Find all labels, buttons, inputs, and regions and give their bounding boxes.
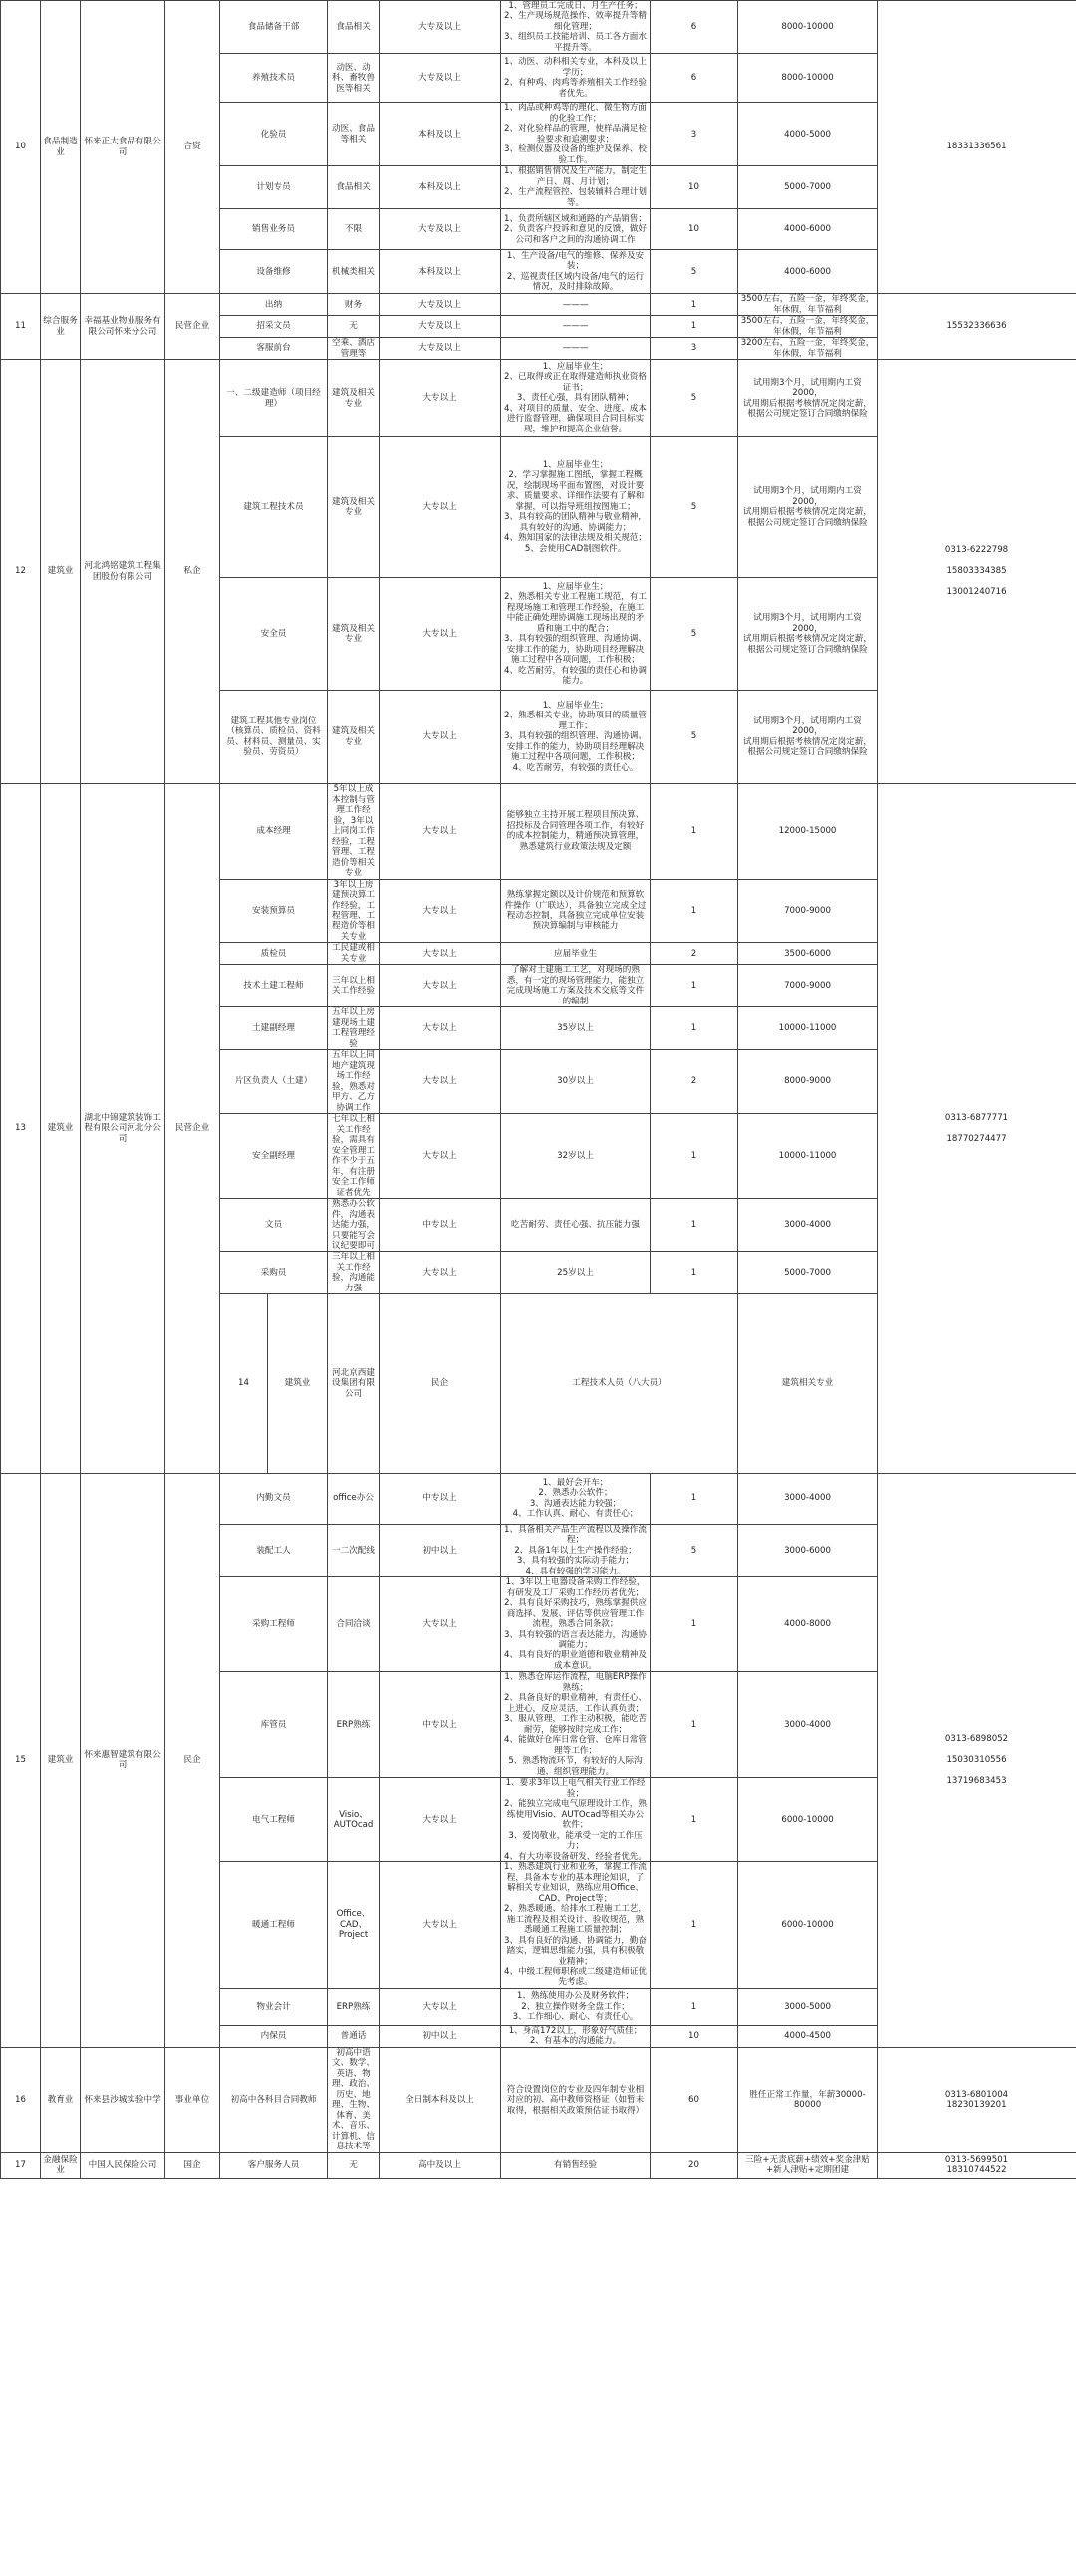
requirements-cell: 30岁以上 bbox=[501, 1050, 651, 1114]
major-cell: 3年以上房建预决算工作经验，工程管理、工程造价等相关专业 bbox=[328, 879, 380, 943]
headcount-cell: 2 bbox=[651, 943, 738, 965]
headcount-cell: 5 bbox=[651, 360, 738, 437]
serial-number-cell: 11 bbox=[1, 294, 41, 360]
salary-cell: 8000-10000 bbox=[738, 54, 878, 103]
headcount-cell: 10 bbox=[651, 2025, 738, 2047]
salary-cell: 3500左右，五险一金，年终奖金，年休假，年节福利 bbox=[738, 316, 878, 338]
company-name-cell: 怀来惠智建筑有限公司 bbox=[81, 1473, 165, 2047]
salary-cell: 10000-11000 bbox=[738, 1114, 878, 1199]
requirements-cell: 1、具备相关产品生产流程以及操作流程； 2、具备1年以上生产操作经验； 3、具有较强的实际动手能力； 4、具有较强的学习能力。 bbox=[501, 1524, 651, 1576]
headcount-cell: 3 bbox=[651, 103, 738, 166]
position-cell: 采购工程师 bbox=[220, 1577, 328, 1672]
requirements-cell: 能够独立主持开展工程项目预决算、招投标及合同管理各项工作，有较好的成本控制能力，精通预决算管理，熟悉建筑行业政策法规及定额 bbox=[501, 784, 651, 879]
salary-cell: 7000-9000 bbox=[738, 965, 878, 1007]
major-cell: 熟悉办公软件，沟通表达能力强，只要能写会议纪要即可 bbox=[328, 1199, 380, 1252]
industry-cell: 建筑业 bbox=[41, 784, 81, 1473]
requirements-cell: 25岁以上 bbox=[501, 1252, 651, 1294]
education-cell: 初中以上 bbox=[380, 2025, 501, 2047]
headcount-cell: 1 bbox=[651, 1252, 738, 1294]
requirements-cell: ——— bbox=[501, 316, 651, 338]
education-cell: 大专及以上 bbox=[380, 209, 501, 250]
major-cell: 无 bbox=[328, 316, 380, 338]
major-cell: Visio、AUTOcad bbox=[328, 1778, 380, 1862]
headcount-cell: 1 bbox=[651, 1672, 738, 1778]
salary-cell: 8000-9000 bbox=[738, 1050, 878, 1114]
education-cell: 中专以上 bbox=[380, 1473, 501, 1524]
position-cell: 内保员 bbox=[220, 2025, 328, 2047]
major-cell: 工民建或相关专业 bbox=[328, 943, 380, 965]
education-cell: 大专及以上 bbox=[380, 1, 501, 54]
headcount-cell: 5 bbox=[651, 1524, 738, 1576]
major-cell: 财务 bbox=[328, 294, 380, 316]
education-cell: 大专以上 bbox=[380, 691, 501, 784]
major-cell: 建筑及相关专业 bbox=[328, 578, 380, 691]
salary-cell: 5000-7000 bbox=[738, 166, 878, 209]
table-row bbox=[1, 784, 1076, 879]
table-row bbox=[1, 2152, 1076, 2178]
requirements-cell: 32岁以上 bbox=[501, 1114, 651, 1199]
salary-cell: 3000-4000 bbox=[738, 1473, 878, 1524]
major-cell: 动医、动科、畜牧兽医等相关 bbox=[328, 54, 380, 103]
major-cell: 五年以上同地产建筑现场工作经验，熟悉对甲方、乙方协调工作 bbox=[328, 1050, 380, 1114]
headcount-cell: 20 bbox=[651, 2152, 738, 2178]
requirements-cell: 1、动医、动科相关专业，本科及以上学历； 2、有种鸡、肉鸡等养殖相关工作经验者优先。 bbox=[501, 54, 651, 103]
contact-phone-cell: 0313-6898052 15030310556 13719683453 bbox=[878, 1473, 1076, 2047]
requirements-cell: 1、熟悉仓库运作流程，电脑ERP操作熟练； 2、具备良好的职业精神，有责任心、上进心，反应灵活，工作认真负责； 3、服从管理，工作主动积极，能吃苦耐劳，能够按时完成工作； 4、能做好仓库日常仓管、仓库日常管理等工作； 5、熟悉物流环节，有较好的人际沟通、组织管理能力。 bbox=[501, 1672, 651, 1778]
education-cell: 大专以上 bbox=[380, 1778, 501, 1862]
salary-cell: 6000-10000 bbox=[738, 1778, 878, 1862]
requirements-cell: 1、应届毕业生； 2、已取得或正在取得建造师执业资格证书； 3、责任心强，具有团队精神； 4、对项目的质量、安全、进度、成本进行监督管理，确保项目合同目标实现，维护和提高企业信誉。 bbox=[501, 360, 651, 437]
requirements-cell: 1、熟练使用办公及财务软件； 2、独立操作财务全盘工作； 3、工作细心、耐心、有责任心。 bbox=[501, 1988, 651, 2025]
salary-cell: 4000-6000 bbox=[738, 209, 878, 250]
requirements-cell: 有销售经验 bbox=[501, 2152, 651, 2178]
requirements-cell: 35岁以上 bbox=[501, 1007, 651, 1050]
education-cell: 本科及以上 bbox=[380, 103, 501, 166]
salary-cell: 4000-5000 bbox=[738, 103, 878, 166]
requirements-cell: 吃苦耐劳、责任心强、抗压能力强 bbox=[501, 1199, 651, 1252]
position-cell: 食品储备干部 bbox=[220, 1, 328, 54]
major-cell: 五年以上房建现场土建工程管理经验 bbox=[328, 1007, 380, 1050]
education-cell: 大专以上 bbox=[380, 943, 501, 965]
education-cell: 全日制本科及以上 bbox=[380, 2047, 501, 2152]
requirements-cell: 熟练掌握定额以及计价规范和预算软件操作（广联达），具备独立完成全过程动态控制，具备独立完成单位安装预决算编制与审核能力 bbox=[501, 879, 651, 943]
company-nature-cell: 私企 bbox=[165, 360, 220, 784]
major-cell: ERP熟练 bbox=[328, 1672, 380, 1778]
position-cell: 出纳 bbox=[220, 294, 328, 316]
major-cell: 食品相关 bbox=[328, 1, 380, 54]
position-cell: 安全员 bbox=[220, 578, 328, 691]
education-cell: 大专以上 bbox=[380, 1988, 501, 2025]
requirements-cell: ——— bbox=[501, 338, 651, 360]
serial-number-cell: 15 bbox=[1, 1473, 41, 2047]
salary-cell: 3500左右，五险一金，年终奖金，年休假，年节福利 bbox=[738, 294, 878, 316]
salary-cell: 胜任正常工作量，年薪30000-80000 bbox=[738, 2047, 878, 2152]
education-cell: 大专及以上 bbox=[380, 338, 501, 360]
industry-cell: 食品制造业 bbox=[41, 1, 81, 294]
position-cell: 物业会计 bbox=[220, 1988, 328, 2025]
salary-cell: 3200左右，五险一金，年终奖金，年休假，年节福利 bbox=[738, 338, 878, 360]
salary-cell: 4000-8000 bbox=[738, 1577, 878, 1672]
headcount-cell: 6 bbox=[651, 54, 738, 103]
position-cell: 养殖技术员 bbox=[220, 54, 328, 103]
salary-cell: 3000-4000 bbox=[738, 1199, 878, 1252]
education-cell: 中专以上 bbox=[380, 1199, 501, 1252]
salary-cell: 5000-7000 bbox=[738, 1252, 878, 1294]
major-cell: 一二次配线 bbox=[328, 1524, 380, 1576]
salary-cell: 10000-11000 bbox=[738, 1007, 878, 1050]
major-cell: 建筑及相关专业 bbox=[328, 437, 380, 578]
contact-phone-cell: 18331336561 bbox=[878, 1, 1076, 294]
position-cell: 初高中各科目合同教师 bbox=[220, 2047, 328, 2152]
position-cell: 库管员 bbox=[220, 1672, 328, 1778]
requirements-cell: 1、最好会开车； 2、熟悉办公软件； 3、沟通表达能力较强； 4、工作认真、耐心、有责任心； bbox=[501, 1473, 651, 1524]
salary-cell: 8000-10000 bbox=[738, 1, 878, 54]
salary-cell: 3000-6000 bbox=[738, 1524, 878, 1576]
position-cell: 安装预算员 bbox=[220, 879, 328, 943]
major-cell: 合同洽谈 bbox=[328, 1577, 380, 1672]
requirements-cell: 1、应届毕业生； 2、学习掌握施工图纸，掌握工程概况，绘制现场平面布置图，对设计要求、质量要求、详细作法要有了解和掌握，可以指导班组按图施工； 3、具有较高的团队精神与敬业精神，具有较好的沟通、协调能力； 4、熟知国家的法律法规及相关规范； 5、会使用CAD制图软件。 bbox=[501, 437, 651, 578]
education-cell: 大专及以上 bbox=[380, 54, 501, 103]
headcount-cell: 1 bbox=[651, 1778, 738, 1862]
company-nature-cell: 合资 bbox=[165, 1, 220, 294]
company-name-cell: 幸福基业物业服务有限公司怀来分公司 bbox=[81, 294, 165, 360]
major-cell: 七年以上相关工作经验，需具有安全管理工作不少于五年，有注册安全工作师证者优先 bbox=[328, 1114, 380, 1199]
education-cell: 中专以上 bbox=[380, 1672, 501, 1778]
education-cell: 大专以上 bbox=[380, 1577, 501, 1672]
major-cell: 建筑及相关专业 bbox=[328, 691, 380, 784]
company-nature-cell: 国企 bbox=[165, 2152, 220, 2178]
position-cell: 采购员 bbox=[220, 1252, 328, 1294]
position-cell: 设备维修 bbox=[220, 250, 328, 294]
headcount-cell: 5 bbox=[651, 578, 738, 691]
education-cell: 高中及以上 bbox=[380, 2152, 501, 2178]
requirements-cell: 了解对土建施工工艺，对现场的熟悉，有一定的现场管理能力，能独立完成现场施工方案及技术交底等文件的编制 bbox=[501, 965, 651, 1007]
education-cell: 大专及以上 bbox=[380, 316, 501, 338]
headcount-cell: 60 bbox=[651, 2047, 738, 2152]
salary-cell: 3500-6000 bbox=[738, 943, 878, 965]
education-cell: 大专以上 bbox=[380, 879, 501, 943]
major-cell: 5年以上成本控制与管理工作经验，3年以上同岗工作经验，工程管理、工程造价等相关专业 bbox=[328, 784, 380, 879]
headcount-cell: 6 bbox=[651, 1, 738, 54]
headcount-cell: 10 bbox=[651, 209, 738, 250]
position-cell: 电气工程师 bbox=[220, 1778, 328, 1862]
major-cell: 三年以上相关工作经验 bbox=[328, 965, 380, 1007]
education-cell: 大专以上 bbox=[380, 360, 501, 437]
company-name-cell: 河北京西建设集团有限公司 bbox=[328, 1294, 380, 1473]
serial-number-cell: 14 bbox=[220, 1294, 268, 1473]
headcount-cell: 1 bbox=[651, 784, 738, 879]
company-name-cell: 湖北中锦建筑装饰工程有限公司河北分公司 bbox=[81, 784, 165, 1473]
table-row bbox=[1, 294, 1076, 316]
salary-cell: 试用期3个月，试用期内工资2000， 试用期后根据考核情况定岗定薪，根据公司规定签订合同缴纳保险 bbox=[738, 691, 878, 784]
major-cell: Office、CAD、Project bbox=[328, 1862, 380, 1989]
salary-cell: 三险+无责底薪+绩效+奖金津贴+新人津贴+定期团建 bbox=[738, 2152, 878, 2178]
serial-number-cell: 13 bbox=[1, 784, 41, 1473]
requirements-cell: 应届毕业生 bbox=[501, 943, 651, 965]
headcount-cell: 1 bbox=[651, 1862, 738, 1989]
company-nature-cell: 民营企业 bbox=[165, 784, 220, 1473]
company-nature-cell: 民企 bbox=[380, 1294, 501, 1473]
position-cell: 化验员 bbox=[220, 103, 328, 166]
headcount-cell: 10 bbox=[651, 166, 738, 209]
position-cell: 建筑工程技术员 bbox=[220, 437, 328, 578]
requirements-cell: 1、生产设备/电气的维修、保养及安装； 2、巡视责任区域内设备/电气的运行情况，及时排除故障。 bbox=[501, 250, 651, 294]
position-cell: 成本经理 bbox=[220, 784, 328, 879]
position-cell: 质检员 bbox=[220, 943, 328, 965]
headcount-cell: 1 bbox=[651, 1988, 738, 2025]
headcount-cell: 5 bbox=[651, 691, 738, 784]
headcount-cell: 5 bbox=[651, 250, 738, 294]
requirements-cell: 1、根据销售情况及生产能力，制定生产日、周、月计划； 2、生产流程管控、包装辅料合理计划等。 bbox=[501, 166, 651, 209]
salary-cell: 3000-5000 bbox=[738, 1988, 878, 2025]
company-nature-cell: 民企 bbox=[165, 1473, 220, 2047]
position-cell: 文员 bbox=[220, 1199, 328, 1252]
industry-cell: 建筑业 bbox=[41, 1473, 81, 2047]
headcount-cell: 1 bbox=[651, 879, 738, 943]
industry-cell: 建筑业 bbox=[268, 1294, 328, 1473]
requirements-cell: 1、负责所辖区域和通路的产品销售； 2、负责客户投诉和意见的反馈，做好公司和客户之间的沟通协调工作 bbox=[501, 209, 651, 250]
education-cell: 大专以上 bbox=[380, 965, 501, 1007]
headcount-cell: 1 bbox=[651, 965, 738, 1007]
position-cell: 客户服务人员 bbox=[220, 2152, 328, 2178]
salary-cell: 试用期3个月，试用期内工资2000， 试用期后根据考核情况定岗定薪，根据公司规定签订合同缴纳保险 bbox=[738, 360, 878, 437]
requirements-cell: 1、应届毕业生； 2、熟悉相关专业，协助项目的质量管理工作； 3、具有较强的组织管理、沟通协调、安排工作的能力，协助项目经理解决施工过程中各项问题，工作积极； 4、吃苦耐劳，有较强的责任心。 bbox=[501, 691, 651, 784]
position-cell: 暖通工程师 bbox=[220, 1862, 328, 1989]
education-cell: 大专以上 bbox=[380, 1050, 501, 1114]
education-cell: 大专以上 bbox=[380, 1007, 501, 1050]
serial-number-cell: 16 bbox=[1, 2047, 41, 2152]
major-cell: 建筑相关专业 bbox=[738, 1294, 878, 1473]
table-row bbox=[1, 1473, 1076, 1524]
education-cell: 大专以上 bbox=[380, 437, 501, 578]
position-cell: 客服前台 bbox=[220, 338, 328, 360]
education-cell: 大专以上 bbox=[380, 1862, 501, 1989]
contact-phone-cell: 0313-6801004 18230139201 bbox=[878, 2047, 1076, 2152]
position-cell: 片区负责人（土建） bbox=[220, 1050, 328, 1114]
headcount-cell: 1 bbox=[651, 1114, 738, 1199]
salary-cell: 7000-9000 bbox=[738, 879, 878, 943]
education-cell: 本科及以上 bbox=[380, 250, 501, 294]
salary-cell: 试用期3个月，试用期内工资2000， 试用期后根据考核情况定岗定薪，根据公司规定签订合同缴纳保险 bbox=[738, 578, 878, 691]
company-name-cell: 怀来正大食品有限公司 bbox=[81, 1, 165, 294]
position-cell: 装配工人 bbox=[220, 1524, 328, 1576]
headcount-cell: 1 bbox=[651, 1007, 738, 1050]
major-cell: 机械类相关 bbox=[328, 250, 380, 294]
contact-phone-cell: 15532336636 bbox=[878, 294, 1076, 360]
major-cell: 空乘、酒店管理等 bbox=[328, 338, 380, 360]
industry-cell: 教育业 bbox=[41, 2047, 81, 2152]
major-cell: 建筑及相关专业 bbox=[328, 360, 380, 437]
salary-cell: 12000-15000 bbox=[738, 784, 878, 879]
major-cell: 普通话 bbox=[328, 2025, 380, 2047]
industry-cell: 金融保险业 bbox=[41, 2152, 81, 2178]
contact-phone-cell: 0313-6222798 15803334385 13001240716 bbox=[878, 360, 1076, 784]
major-cell: office办公 bbox=[328, 1473, 380, 1524]
position-cell: 招采文员 bbox=[220, 316, 328, 338]
requirements-cell: 1、熟悉建筑行业和业务，掌握工作流程，具备本专业的基本理论知识，了解相关专业知识，熟练应用Office、CAD、Project等； 2、熟悉暖通、给排水工程施工工艺，施工流程及相关设计、验收规范，熟悉暖通工程施工质量控制； 3、具有良好的沟通、协调能力，勤奋踏实，逻辑思维能力强，具有积极敬业精神； 4、中级工程师职称或二级建造师证优先考虑。 bbox=[501, 1862, 651, 1989]
headcount-cell: 5 bbox=[651, 437, 738, 578]
major-cell: 无 bbox=[328, 2152, 380, 2178]
company-name-cell: 河北鸿铭建筑工程集团股份有限公司 bbox=[81, 360, 165, 784]
requirements-cell: 1、应届毕业生； 2、熟悉相关专业工程施工规范，有工程现场施工和管理工作经验，在施工中能正确处理协调施工现场出现的矛盾和施工中的配合； 3、具有较强的组织管理、沟通协调、安排工作的能力，协助项目经理解决施工过程中各项问题，工作积极； 4、吃苦耐劳，有较强的责任心和协调能力。 bbox=[501, 578, 651, 691]
headcount-cell: 3 bbox=[651, 338, 738, 360]
table-row bbox=[1, 1, 1076, 54]
salary-cell: 4000-6000 bbox=[738, 250, 878, 294]
requirements-cell: 1、肉品或种鸡等的理化、微生物方面的化验工作； 2、对化验样品的管理，使样品满足检验要求和追溯要求； 3、检测仪器及设备的维护及保养、校验工作。 bbox=[501, 103, 651, 166]
company-nature-cell: 事业单位 bbox=[165, 2047, 220, 2152]
headcount-cell: 2 bbox=[651, 1050, 738, 1114]
major-cell: 不限 bbox=[328, 209, 380, 250]
education-cell: 大专及以上 bbox=[380, 294, 501, 316]
contact-phone-cell: 0313-6877771 18770274477 bbox=[878, 784, 1076, 1473]
position-cell: 安全副经理 bbox=[220, 1114, 328, 1199]
education-cell: 初中以上 bbox=[380, 1524, 501, 1576]
education-cell: 大专以上 bbox=[380, 578, 501, 691]
position-cell: 一、二级建造师（项目经理） bbox=[220, 360, 328, 437]
position-cell: 内勤文员 bbox=[220, 1473, 328, 1524]
industry-cell: 建筑业 bbox=[41, 360, 81, 784]
major-cell: 三年以上相关工作经验，沟通能力强 bbox=[328, 1252, 380, 1294]
salary-cell: 3000-4000 bbox=[738, 1672, 878, 1778]
salary-cell: 4000-4500 bbox=[738, 2025, 878, 2047]
education-cell: 大专以上 bbox=[380, 1252, 501, 1294]
major-cell: ERP熟练 bbox=[328, 1988, 380, 2025]
position-cell: 技术土建工程师 bbox=[220, 965, 328, 1007]
industry-cell: 综合服务业 bbox=[41, 294, 81, 360]
major-cell: 食品相关 bbox=[328, 166, 380, 209]
position-cell: 土建副经理 bbox=[220, 1007, 328, 1050]
company-name-cell: 中国人民保险公司 bbox=[81, 2152, 165, 2178]
position-cell: 工程技术人员（八大员） bbox=[501, 1294, 738, 1473]
contact-phone-cell: 0313-5699501 18310744522 bbox=[878, 2152, 1076, 2178]
company-name-cell: 怀来县沙城实验中学 bbox=[81, 2047, 165, 2152]
education-cell: 大专以上 bbox=[380, 784, 501, 879]
salary-cell: 试用期3个月，试用期内工资2000， 试用期后根据考核情况定岗定薪，根据公司规定签订合同缴纳保险 bbox=[738, 437, 878, 578]
salary-cell: 6000-10000 bbox=[738, 1862, 878, 1989]
company-nature-cell: 民营企业 bbox=[165, 294, 220, 360]
position-cell: 销售业务员 bbox=[220, 209, 328, 250]
table-row bbox=[1, 360, 1076, 437]
headcount-cell: 1 bbox=[651, 316, 738, 338]
requirements-cell: 1、身高172以上，形象好气质佳； 2、有基本的沟通能力。 bbox=[501, 2025, 651, 2047]
requirements-cell: 符合设置岗位的专业及四年制专业相对应的初、高中教师资格证（如暂未取得，根据相关政策预估证书取得） bbox=[501, 2047, 651, 2152]
position-cell: 计划专员 bbox=[220, 166, 328, 209]
headcount-cell: 1 bbox=[651, 1473, 738, 1524]
requirements-cell: 1、管理员工完成日、月生产任务； 2、生产现场规范操作、效率提升等精细化管理； 3、组织员工技能培训、员工各方面水平提升等。 bbox=[501, 1, 651, 54]
requirements-cell: 1、3年以上电器设备采购工作经验，有研发及工厂采购工作经历者优先； 2、具有良好采购技巧，熟练掌握供应商选择、发展、评估等供应管理工作流程，熟悉合同条款； 3、具有较强的语言表达能力，沟通协调能力； 4、具有良好的职业道德和敬业精神及成本意识。 bbox=[501, 1577, 651, 1672]
major-cell: 初高中语文、数学、英语、物理、政治、历史、地理、生物、体育、美术、音乐、计算机、信息技术等 bbox=[328, 2047, 380, 2152]
education-cell: 大专以上 bbox=[380, 1114, 501, 1199]
requirements-cell: 1、要求3年以上电气相关行业工作经验； 2、能独立完成电气原理设计工作，熟练使用Visio、AUTOcad等相关办公软件； 3、爱岗敬业，能承受一定的工作压力； 4、有大功率设备研发，经验者优先。 bbox=[501, 1778, 651, 1862]
table-row bbox=[1, 2047, 1076, 2152]
headcount-cell: 1 bbox=[651, 1577, 738, 1672]
requirements-cell: ——— bbox=[501, 294, 651, 316]
major-cell: 动医、食品等相关 bbox=[328, 103, 380, 166]
serial-number-cell: 12 bbox=[1, 360, 41, 784]
headcount-cell: 1 bbox=[651, 1199, 738, 1252]
position-cell: 建筑工程其他专业岗位（核算员、质检员、资料员、材料员、测量员、实验员、劳资员） bbox=[220, 691, 328, 784]
serial-number-cell: 17 bbox=[1, 2152, 41, 2178]
serial-number-cell: 10 bbox=[1, 1, 41, 294]
education-cell: 本科及以上 bbox=[380, 166, 501, 209]
headcount-cell: 1 bbox=[651, 294, 738, 316]
